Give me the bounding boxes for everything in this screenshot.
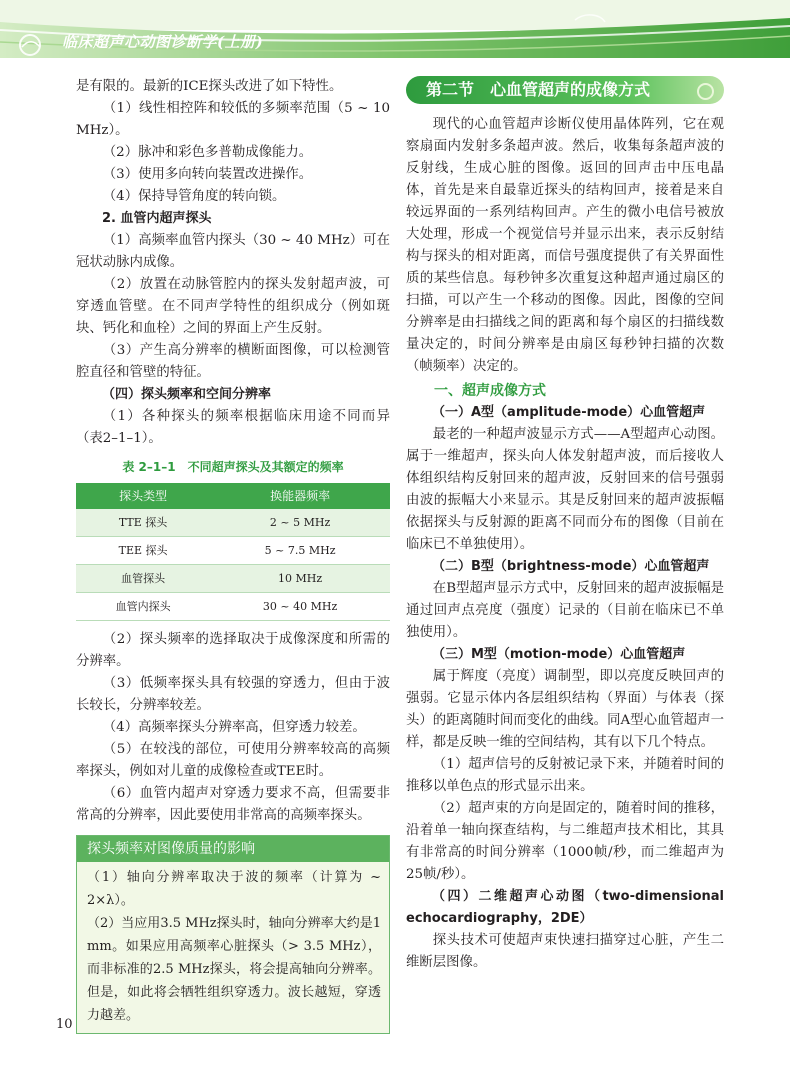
note-box-title: 探头频率对图像质量的影响 <box>77 836 389 862</box>
table-cell: 30 ~ 40 MHz <box>210 593 390 621</box>
paragraph: （1）高频率血管内探头（30 ~ 40 MHz）可在冠状动脉内成像。 <box>76 233 390 270</box>
note-paragraph: （2）当应用3.5 MHz探头时，轴向分辨率大约是1 mm。如果应用高频率心脏探头（> 3.5 MHz），而非标准的2.5 MHz探头，将会提高轴向分辨率。但是，如此将会牺牲组织穿透力。波长越短，穿透力越差。 <box>87 916 381 1023</box>
table-cell: 血管探头 <box>76 565 210 593</box>
paragraph: （2）探头频率的选择取决于成像深度和所需的分辨率。 <box>76 632 390 669</box>
paragraph: 探头技术可使超声束快速扫描穿过心脏，产生二维断层图像。 <box>406 933 724 970</box>
table-cell: 2 ~ 5 MHz <box>210 509 390 537</box>
table-row <box>76 537 390 565</box>
paragraph: （4）高频率探头分辨率高，但穿透力较差。 <box>102 720 366 735</box>
subheading: （二）B型（brightness-mode）心血管超声 <box>432 559 710 574</box>
table-row <box>76 565 390 593</box>
table-cell: 血管内探头 <box>76 593 210 621</box>
paragraph: （4）保持导管角度的转向锁。 <box>102 189 286 204</box>
note-box-body <box>77 862 389 1033</box>
swirl-ornament-icon <box>697 83 714 100</box>
table-row <box>76 509 390 537</box>
table-caption: 表 2–1–1 不同超声探头及其额定的频率 <box>122 460 344 474</box>
paragraph: （1）各种探头的频率根据临床用途不同而异（表2–1–1）。 <box>76 409 390 446</box>
paragraph: （3）低频率探头具有较强的穿透力，但由于波长较长，分辨率较差。 <box>76 676 390 713</box>
section-title: 第二节 心血管超声的成像方式 <box>426 80 651 99</box>
paragraph: 在B型超声显示方式中，反射回来的超声波振幅是通过回声点亮度（强度）记录的（目前在临床已不单独使用）。 <box>406 581 724 640</box>
paragraph: （3）使用多向转向装置改进操作。 <box>102 167 313 182</box>
paragraph: 属于辉度（亮度）调制型，即以亮度反映回声的强弱。它显示体内各层组织结构（界面）与体表（探头）的距离随时间而变化的曲线。同A型心血管超声一样，都是反映一维的空间结构，其有以下几个特点。 <box>406 669 724 750</box>
table-header-cell: 探头类型 <box>76 483 210 509</box>
section-heading: 一、超声成像方式 <box>434 383 546 399</box>
left-column <box>76 76 390 1034</box>
subheading: （一）A型（amplitude-mode）心血管超声 <box>432 405 706 420</box>
paragraph: （5）在较浅的部位，可使用分辨率较高的高频率探头，例如对儿童的成像检查或TEE时。 <box>76 742 390 779</box>
subheading: （四）二维超声心动图（two-dimensional echocardiography，2DE） <box>406 889 724 926</box>
paragraph: （3）产生高分辨率的横断面图像，可以检测管腔直径和管壁的特征。 <box>76 343 390 380</box>
table-cell: TTE 探头 <box>76 509 210 537</box>
right-column <box>406 76 724 974</box>
note-paragraph: （1）轴向分辨率取决于波的频率（计算为 ~ 2×λ）。 <box>87 870 381 908</box>
page-number: 10 <box>56 1017 73 1032</box>
running-header-title: 临床超声心动图诊断学(上册) <box>62 33 264 51</box>
paragraph: （2）脉冲和彩色多普勒成像能力。 <box>102 145 313 160</box>
table-cell: 5 ~ 7.5 MHz <box>210 537 390 565</box>
section-title-bar <box>406 76 724 104</box>
paragraph: 最老的一种超声波显示方式——A型超声心动图。属于一维超声，探头向人体发射超声波，而后接收人体组织结构反射回来的超声波，反射回来的信号强弱由波的振幅大小来显示。其是反射回来的超声波振幅依据探头与反射源的距离不同而分布的图像（目前在临床已不单独使用）。 <box>406 427 724 552</box>
subheading: （三）M型（motion-mode）心血管超声 <box>432 647 686 662</box>
paragraph: （1）线性相控阵和较低的多频率范围（5 ~ 10 MHz）。 <box>76 101 390 138</box>
paragraph: 现代的心血管超声诊断仪使用晶体阵列，它在观察扇面内发射多条超声波。然后，收集每条超声波的反射线，生成心脏的图像。返回的回声击中压电晶体，首先是来自最靠近探头的结构回声，接着是来自较远界面的一系列结构回声。产生的微小电信号被放大处理，形成一个视觉信号并显示出来，表示反射结构与探头的相对距离，而信号强度提供了有关界面性质的某些信息。每秒钟多次重复这种超声通过扇区的扫描，可以产生一个移动的图像。因此，图像的空间分辨率是由扫描线之间的距离和每个扇区的扫描线数量决定的，时间分辨率是由扇区每秒钟扫描的次数（帧频率）决定的。 <box>406 117 724 374</box>
subheading: 2. 血管内超声探头 <box>102 211 212 226</box>
paragraph: （2）超声束的方向是固定的，随着时间的推移，沿着单一轴向探查结构，与二维超声技术相比，其具有非常高的时间分辨率（1000帧/秒，而二维超声为25帧/秒）。 <box>406 801 724 882</box>
table-row <box>76 593 390 621</box>
frequency-table <box>76 483 390 621</box>
subheading: （四）探头频率和空间分辨率 <box>102 387 272 402</box>
paragraph: （2）放置在动脉管腔内的探头发射超声波，可穿透血管壁。在不同声学特性的组织成分（例如斑块、钙化和血栓）之间的界面上产生反射。 <box>76 277 390 336</box>
note-box <box>76 835 390 1034</box>
table-header-cell: 换能器频率 <box>210 483 390 509</box>
paragraph: 是有限的。最新的ICE探头改进了如下特性。 <box>76 79 343 94</box>
paragraph: （1）超声信号的反射被记录下来，并随着时间的推移以单色点的形式显示出来。 <box>406 757 724 794</box>
table-cell: 10 MHz <box>210 565 390 593</box>
table-cell: TEE 探头 <box>76 537 210 565</box>
paragraph: （6）血管内超声对穿透力要求不高，但需要非常高的分辨率，因此要使用非常高的高频率探头。 <box>76 786 390 823</box>
